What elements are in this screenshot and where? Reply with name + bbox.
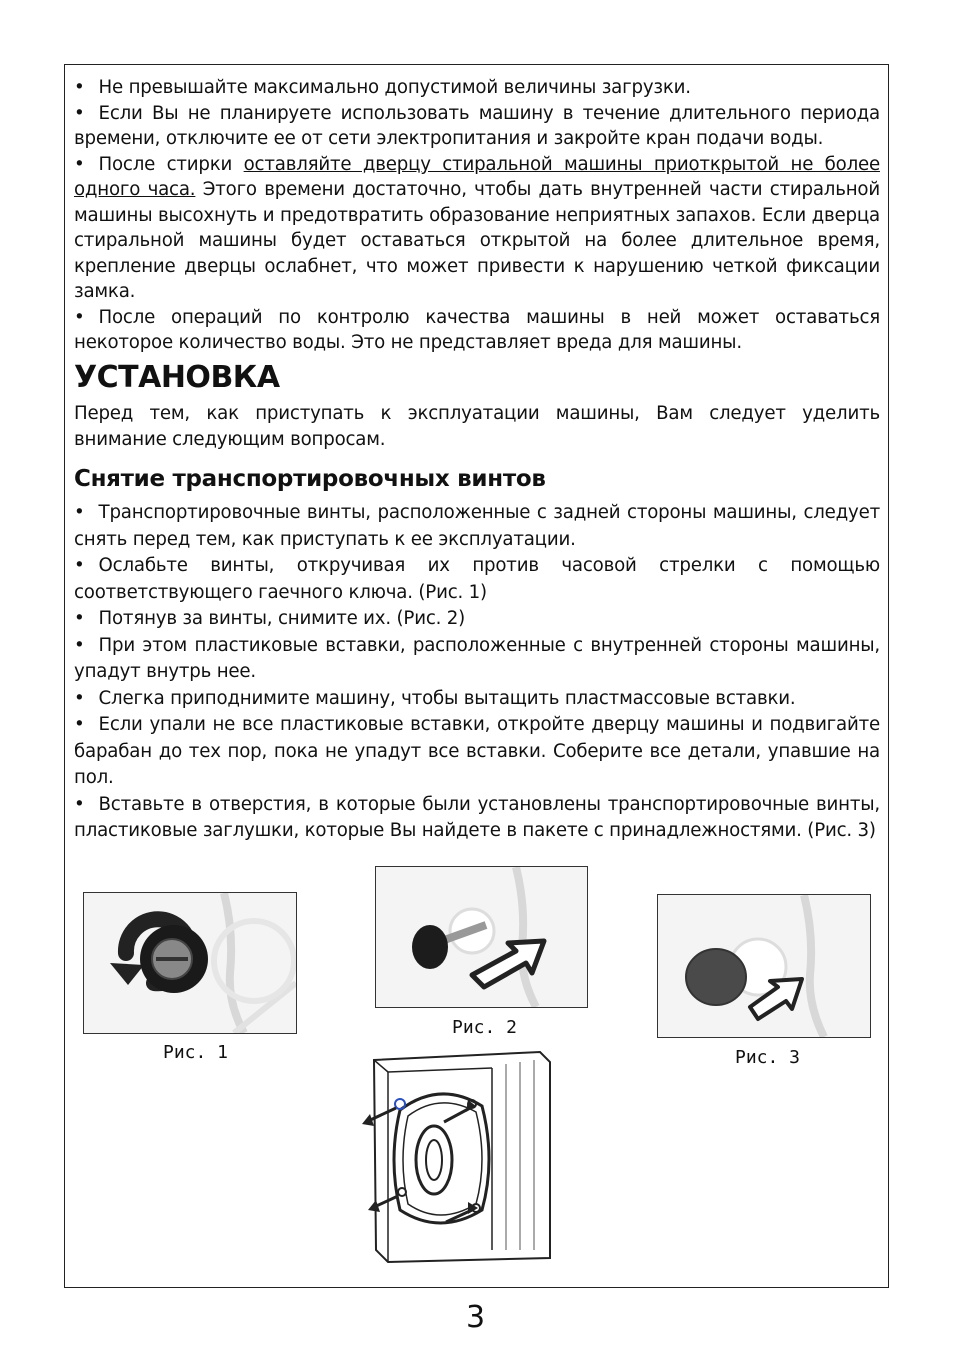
top-bullet-list: [74, 75, 880, 356]
subsection-title: Снятие транспортировочных винтов: [74, 466, 546, 492]
list-item: • Слегка приподнимите машину, чтобы вытащить пластмассовые вставки.: [74, 687, 796, 709]
list-item: • Ослабьте винты, откручивая их против часовой стрелки с помощью соответствующего гаечного ключа. (Рис. 1): [74, 555, 880, 603]
list-item: • Вставьте в отверстия, в которые были установлены транспортировочные винты, пластиковые заглушки, которые Вы найдете в пакете с принадлежностями. (Рис. 3): [74, 793, 880, 841]
figure-2-remove-screw: [375, 866, 588, 1008]
list-item: • Если Вы не планируете использовать машину в течение длительного периода времени, отключите ее от сети электропитания и закройте кран подачи воды.: [74, 102, 880, 149]
list-item: • Потянув за винты, снимите их. (Рис. 2): [74, 608, 466, 629]
figure-1-caption: Рис. 1: [163, 1042, 229, 1063]
list-item: • При этом пластиковые вставки, расположенные с внутренней стороны машины, упадут внутрь нее.: [74, 634, 880, 682]
screw-rotate-illustration: [84, 893, 296, 1033]
list-item: • После стирки оставляйте дверцу стиральной машины приоткрытой не более одного часа. Этого времени достаточно, чтобы дать внутренней части стиральной машины высохнуть и предотвратить образование неприятных запахов. Если дверца стиральной машины будет оставаться открытой на более длительное время, крепление дверцы ослабнет, что может привести к нарушению четкой фиксации замка.: [74, 153, 880, 302]
underlined-warning: оставляйте дверцу стиральной машины приоткрытой не более одного часа.: [74, 153, 880, 200]
figure-1-loosen-screw: [83, 892, 297, 1034]
page-number: 3: [466, 1300, 486, 1335]
list-item: • Если упали не все пластиковые вставки, откройте дверцу машины и подвигайте барабан до тех пор, пока не упадут все вставки. Соберите все детали, упавшие на пол.: [74, 714, 880, 788]
figure-3-insert-plug: [657, 894, 871, 1038]
machine-back-illustration: [360, 1050, 556, 1268]
list-item: • После операций по контролю качества машины в ней может оставаться некоторое количество воды. Это не представляет вреда для машины.: [74, 306, 880, 353]
figure-3-caption: Рис. 3: [735, 1047, 801, 1068]
screw-remove-illustration: [376, 867, 587, 1007]
figure-2-caption: Рис. 2: [452, 1017, 518, 1038]
washing-machine-rear-diagram: [360, 1050, 556, 1268]
sub-bullet-list: [74, 500, 880, 845]
section-title: УСТАНОВКА: [74, 360, 280, 395]
section-intro: Перед тем, как приступать к эксплуатации машины, Вам следует уделить внимание следующим вопросам.: [74, 403, 880, 450]
list-item: • Не превышайте максимально допустимой величины загрузки.: [74, 77, 691, 98]
plug-insert-illustration: [658, 895, 870, 1037]
list-item: • Транспортировочные винты, расположенные с задней стороны машины, следует снять перед тем, как приступать к ее эксплуатации.: [74, 502, 880, 550]
